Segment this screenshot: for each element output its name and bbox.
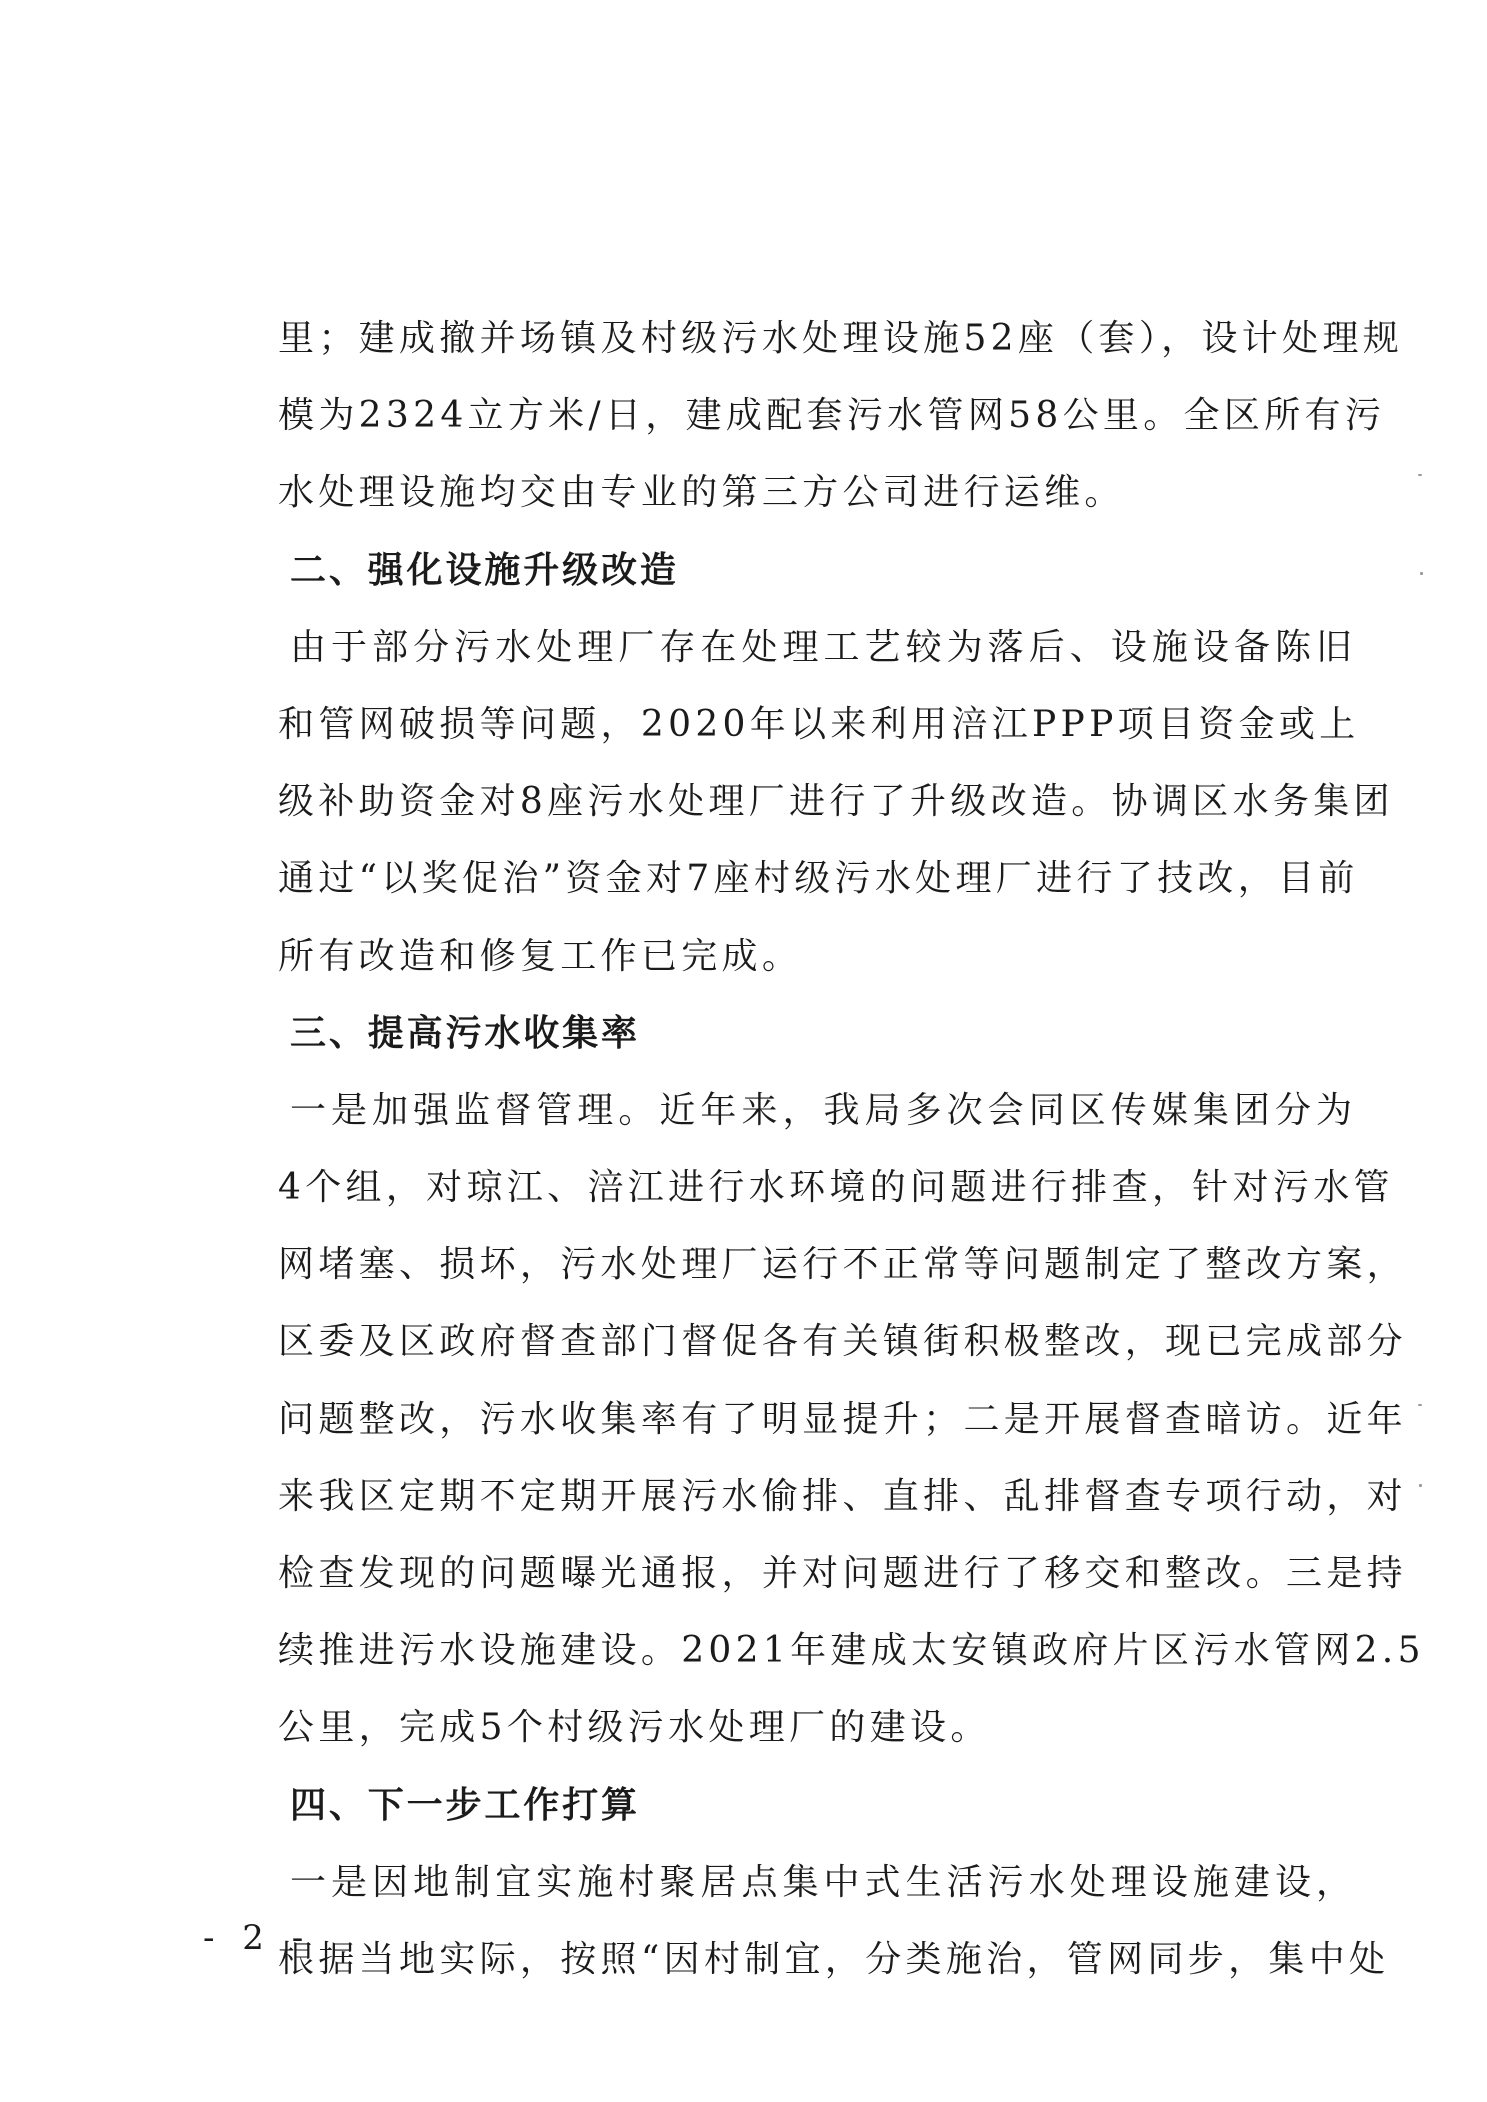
paragraph-line: 续推进污水设施建设。2021年建成太安镇政府片区污水管网2.5 [278, 1630, 1425, 1672]
paragraph-line: 根据当地实际，按照“因村制宜，分类施治，管网同步，集中处 [278, 1938, 1390, 1980]
section-heading: 二、强化设施升级改造 [290, 549, 679, 591]
document-body [278, 300, 1425, 1998]
paragraph-line: 和管网破损等问题，2020年以来利用涪江PPP项目资金或上 [278, 703, 1360, 745]
paragraph-line: 模为2324立方米/日，建成配套污水管网58公里。全区所有污 [278, 395, 1386, 437]
paragraph-line: 通过“以奖促治”资金对7座村级污水处理厂进行了技改，目前 [278, 858, 1359, 900]
paragraph-line: 来我区定期不定期开展污水偷排、直排、乱排督查专项行动，对 [278, 1475, 1407, 1517]
paragraph-line: 网堵塞、损坏，污水处理厂运行不正常等问题制定了整改方案， [278, 1244, 1407, 1286]
paragraph-line: 区委及区政府督查部门督促各有关镇街积极整改，现已完成部分 [278, 1321, 1407, 1363]
paragraph-line: 级补助资金对8座污水处理厂进行了升级改造。协调区水务集团 [278, 781, 1394, 823]
paragraph-line: 问题整改，污水收集率有了明显提升；二是开展督查暗访。近年 [278, 1398, 1407, 1440]
scan-speck [1418, 474, 1422, 476]
section-heading: 四、下一步工作打算 [290, 1784, 640, 1826]
scan-speck [1418, 1404, 1422, 1406]
page-number: - 2 - [203, 1918, 312, 1958]
paragraph-line: 由于部分污水处理厂存在处理工艺较为落后、设施设备陈旧 [290, 626, 1358, 668]
paragraph-line: 4个组，对琼江、涪江进行水环境的问题进行排查，针对污水管 [278, 1167, 1394, 1209]
paragraph-line: 所有改造和修复工作已完成。 [278, 935, 803, 977]
paragraph-line: 一是加强监督管理。近年来，我局多次会同区传媒集团分为 [290, 1089, 1358, 1131]
section-heading: 三、提高污水收集率 [290, 1012, 640, 1054]
scan-speck [1419, 1484, 1422, 1487]
paragraph-line: 水处理设施均交由专业的第三方公司进行运维。 [278, 472, 1125, 514]
paragraph-line: 里；建成撤并场镇及村级污水处理设施52座（套），设计处理规 [278, 318, 1404, 359]
paragraph-line: 检查发现的问题曝光通报，并对问题进行了移交和整改。三是持 [278, 1553, 1407, 1594]
paragraph-line: 一是因地制宜实施村聚居点集中式生活污水处理设施建设， [290, 1861, 1358, 1903]
paragraph-line: 公里，完成5个村级污水处理厂的建设。 [278, 1707, 991, 1749]
scan-speck [1420, 572, 1423, 575]
